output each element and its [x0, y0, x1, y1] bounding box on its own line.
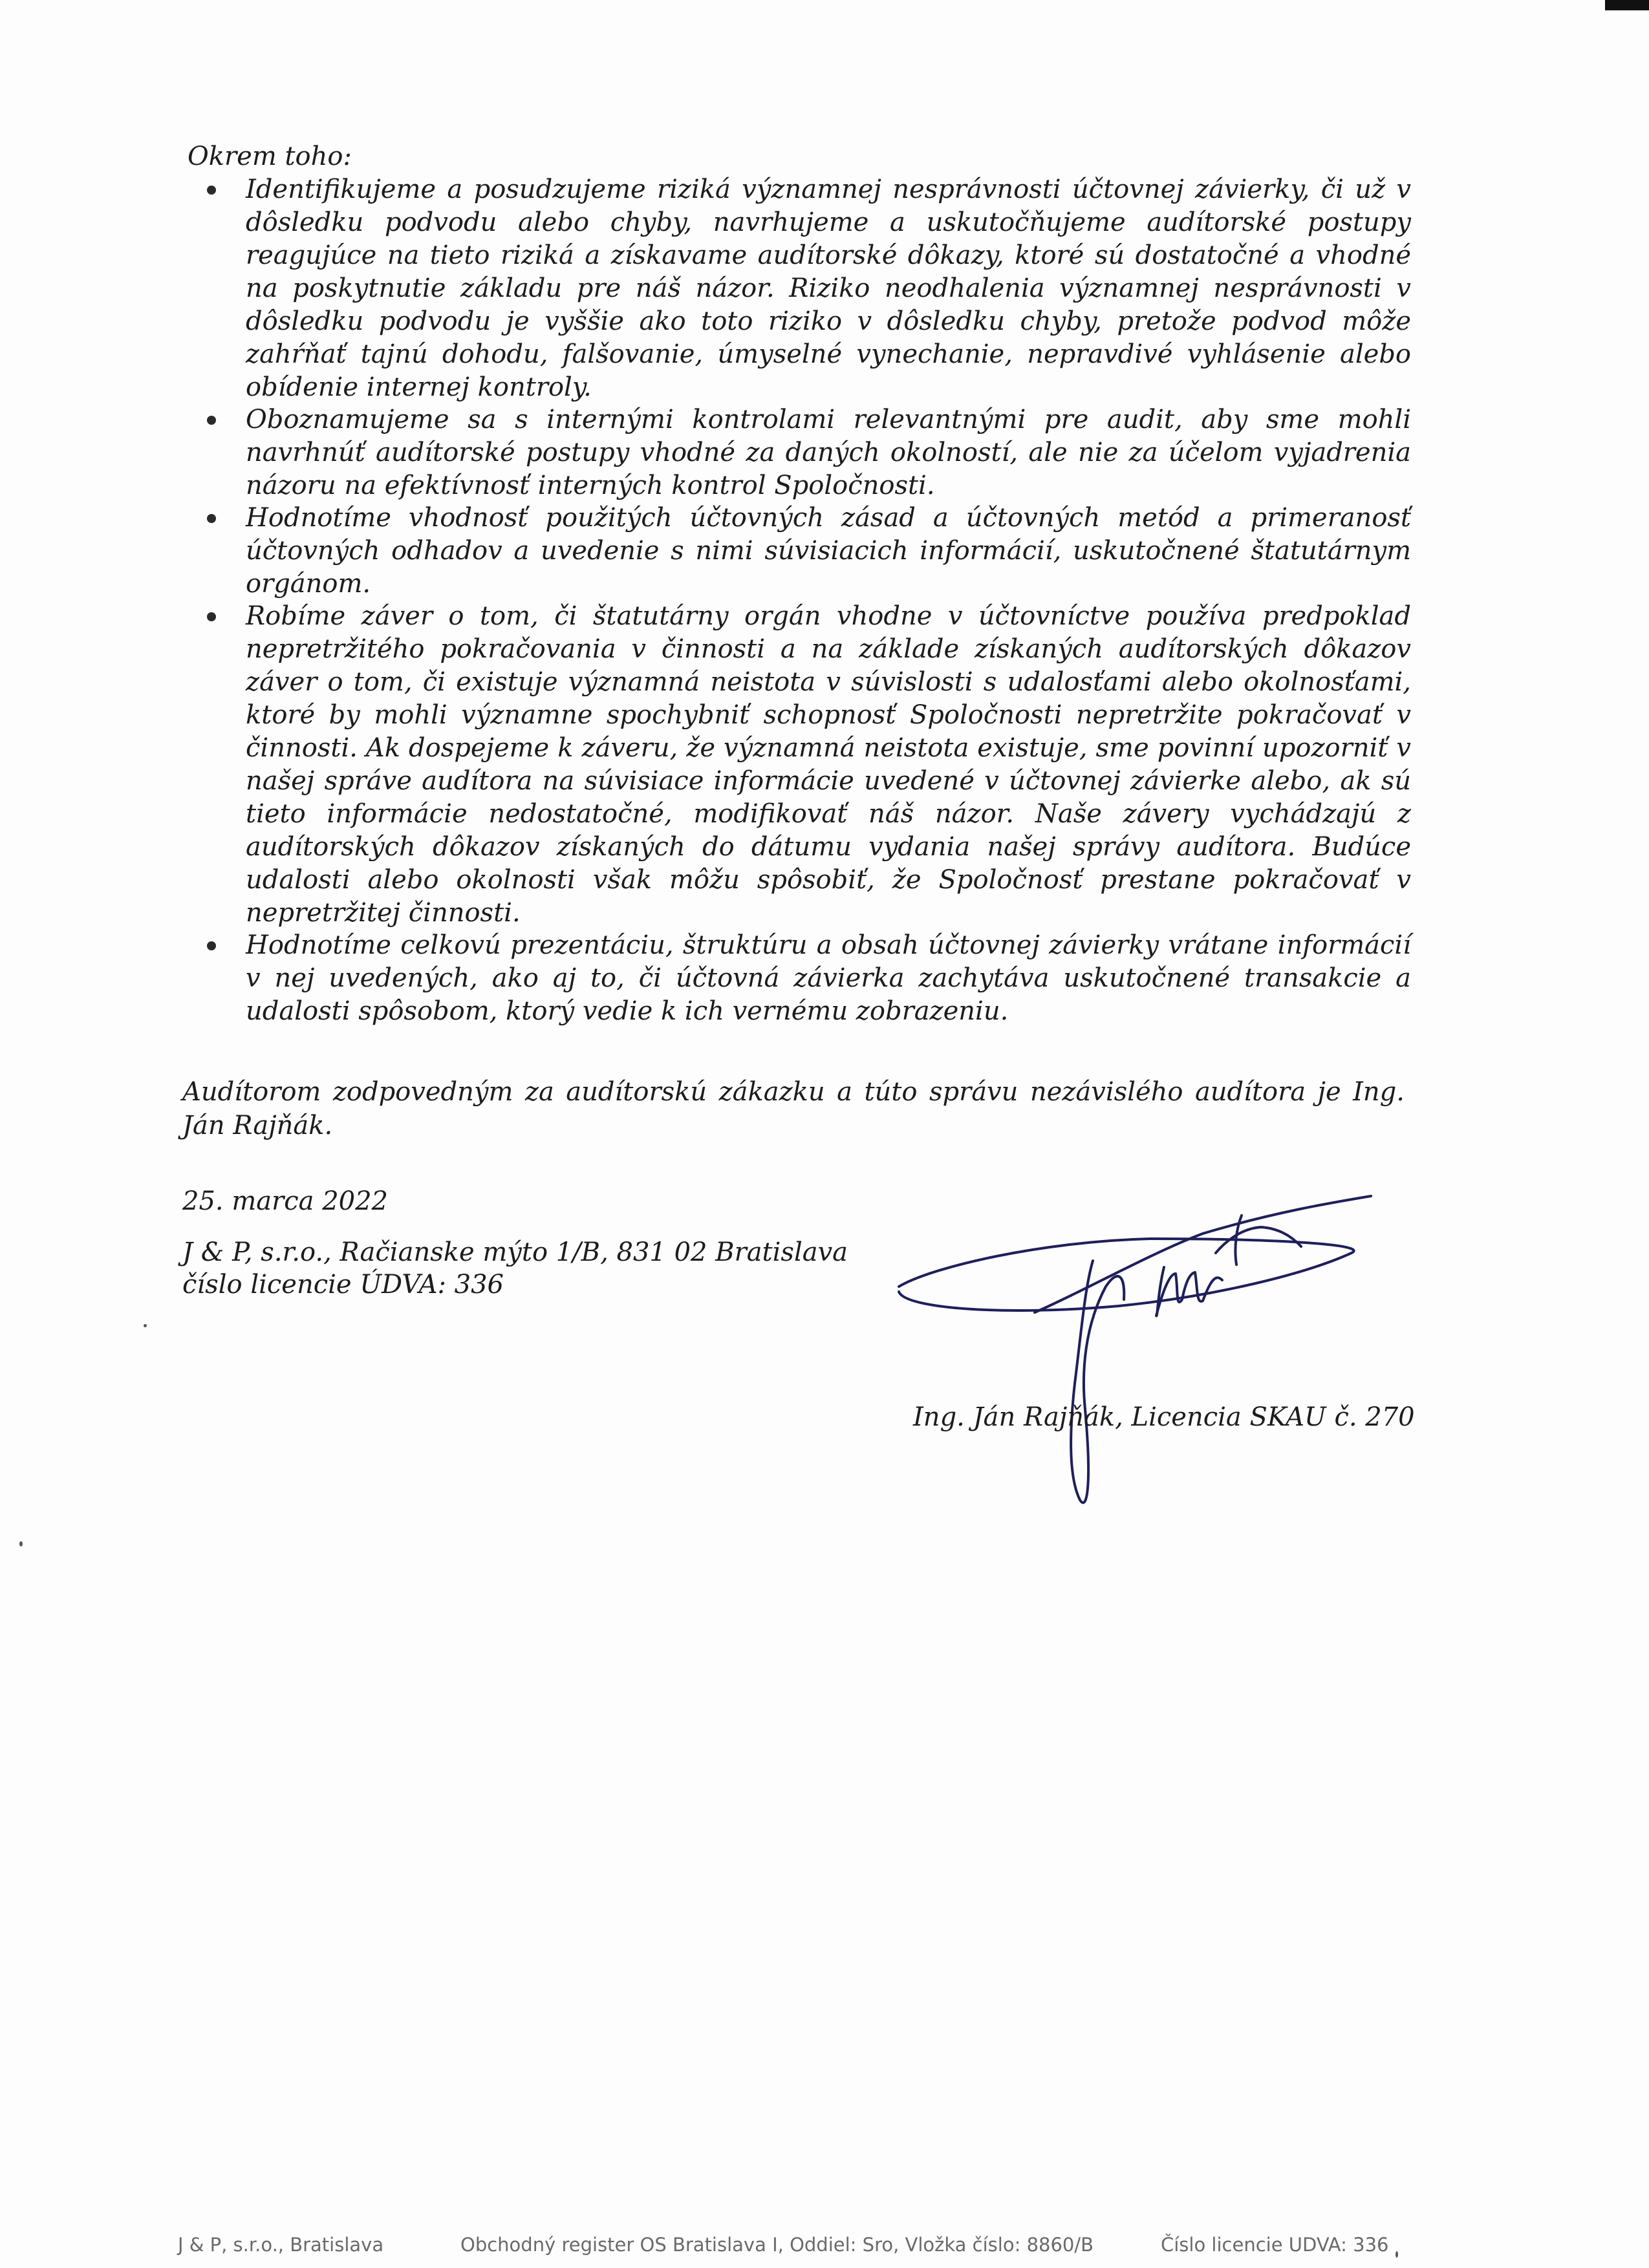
firm-license: číslo licencie ÚDVA: 336	[182, 1270, 504, 1300]
footer-register: Obchodný register OS Bratislava I, Oddiel: Sro, Vložka číslo: 8860/B	[460, 2234, 1094, 2256]
handwritten-signature	[879, 1177, 1397, 1552]
list-item: Identifikujeme a posudzujeme riziká významnej nesprávnosti účtovnej závierky, či už v dôsledku podvodu alebo chyby, navrhujeme a uskutočňujeme audítorské postupy reagujúce na tieto riziká a získavame audítorské dôkazy, ktoré sú dostatočné a vhodné na poskytnutie základu pre náš názor. Riziko neodhalenia významnej nesprávnosti v dôsledku podvodu je vyššie ako toto riziko v dôsledku chyby, pretože podvod môže zahŕňať tajnú dohodu, falšovanie, úmyselné vynechanie, nepravdivé vyhlásenie alebo obídenie internej kontroly.	[246, 173, 1411, 404]
scan-speck	[144, 1324, 147, 1327]
list-item: Oboznamujeme sa s internými kontrolami relevantnými pre audit, aby sme mohli navrhnúť audítorské postupy vhodné za daných okolností, ale nie za účelom vyjadrenia názoru na efektívnosť interných kontrol Spoločnosti.	[246, 403, 1411, 502]
firm-block	[182, 1236, 848, 1301]
auditor-procedures-list	[246, 173, 1411, 1027]
list-item: Hodnotíme celkovú prezentáciu, štruktúru a obsah účtovnej závierky vrátane informácií v nej uvedených, ako aj to, či účtovná závierka zachytáva uskutočnené transakcie a udalosti spôsobom, ktorý vedie k ich vernému zobrazeniu.	[246, 929, 1411, 1028]
scan-speck	[1396, 2251, 1398, 2258]
list-item: Hodnotíme vhodnosť použitých účtovných zásad a účtovných metód a primeranosť účtovných odhadov a uvedenie s nimi súvisiacich informácií, uskutočnené štatutárnym orgánom.	[246, 502, 1411, 601]
report-date: 25. marca 2022	[182, 1186, 388, 1216]
list-item: Robíme záver o tom, či štatutárny orgán vhodne v účtovníctve používa predpoklad nepretržitého pokračovania v činnosti a na základe získaných audítorských dôkazov záver o tom, či existuje významná neistota v súvislosti s udalosťami alebo okolnosťami, ktoré by mohli významne spochybniť schopnosť Spoločnosti nepretržite pokračovať v činnosti. Ak dospejeme k záveru, že významná neistota existuje, sme povinní upozorniť v našej správe audítora na súvisiace informácie uvedené v účtovnej závierke alebo, ak sú tieto informácie nedostatočné, modifikovať náš názor. Naše závery vychádzajú z audítorských dôkazov získaných do dátumu vydania našej správy audítora. Budúce udalosti alebo okolnosti však môžu spôsobiť, že Spoločnosť prestane pokračovať v nepretržitej činnosti.	[246, 600, 1411, 930]
page-footer	[0, 2234, 1649, 2260]
footer-license: Číslo licencie UDVA: 336	[1161, 2234, 1389, 2256]
firm-address: J & P, s.r.o., Račianske mýto 1/B, 831 02 Bratislava	[182, 1237, 848, 1267]
signer-name: Ing. Ján Rajňák, Licencia SKAU č. 270	[913, 1402, 1415, 1432]
scan-corner-mark	[1605, 0, 1649, 10]
intro-heading: Okrem toho:	[188, 142, 352, 171]
responsible-auditor-paragraph: Audítorom zodpovedným za audítorskú zákazku a túto správu nezávislého audítora je Ing. Ján Rajňák.	[182, 1077, 1405, 1140]
scan-speck	[19, 1541, 23, 1546]
footer-company: J & P, s.r.o., Bratislava	[178, 2234, 384, 2256]
